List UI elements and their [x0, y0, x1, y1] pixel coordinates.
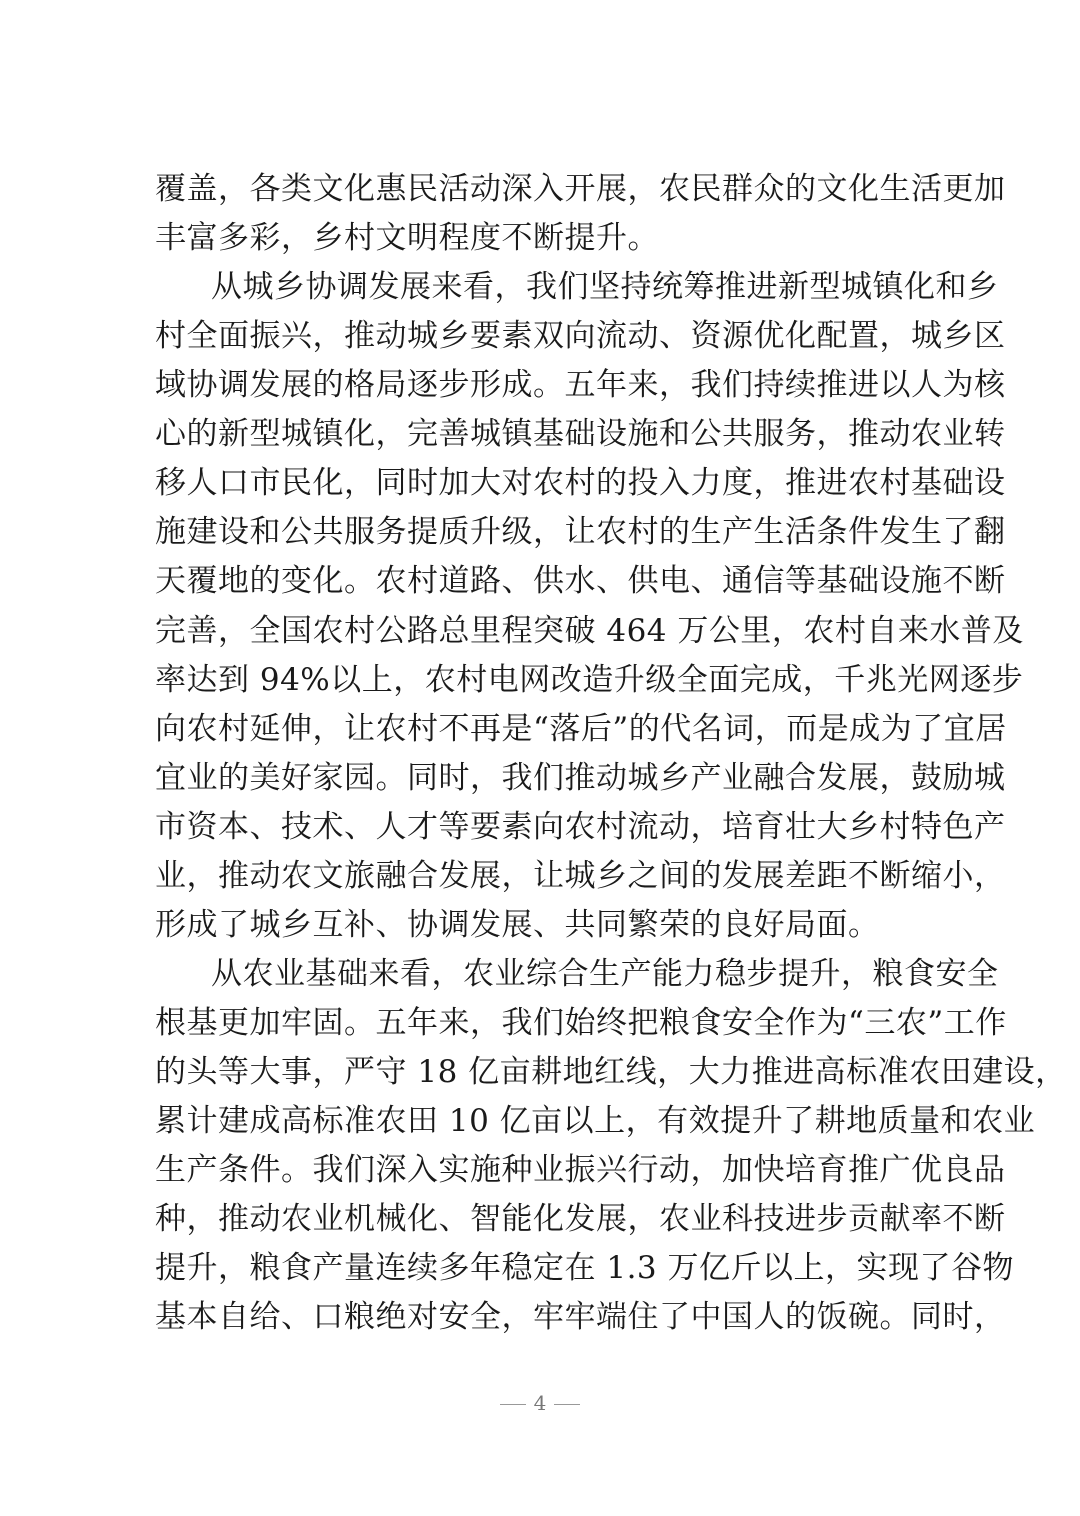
paragraph-3-line: 生产条件。我们深入实施种业振兴行动，加快培育推广优良品 — [155, 1152, 1006, 1188]
paragraph-2-line: 率达到 94%以上，农村电网改造升级全面完成，千兆光网逐步 — [155, 661, 1024, 698]
paragraph-1-line: 丰富多彩，乡村文明程度不断提升。 — [155, 220, 659, 257]
page-number-dash-right — [554, 1404, 580, 1405]
paragraph-3-line: 种，推动农业机械化、智能化发展，农业科技进步贡献率不断 — [155, 1201, 1006, 1237]
paragraph-2-line: 施建设和公共服务提质升级，让农村的生产生活条件发生了翻 — [155, 514, 1006, 551]
paragraph-2-line: 从城乡协调发展来看，我们坚持统筹推进新型城镇化和乡 — [211, 269, 999, 306]
page-number-value: 4 — [533, 1391, 547, 1415]
paragraph-3-line: 累计建成高标准农田 10 亿亩以上，有效提升了耕地质量和农业 — [155, 1102, 1036, 1139]
paragraph-1-line: 覆盖，各类文化惠民活动深入开展，农民群众的文化生活更加 — [155, 171, 1006, 207]
paragraph-3-line: 从农业基础来看，农业综合生产能力稳步提升，粮食安全 — [211, 955, 999, 992]
paragraph-2-line: 心的新型城镇化，完善城镇基础设施和公共服务，推动农业转 — [155, 416, 1006, 453]
paragraph-3-line: 基本自给、口粮绝对安全，牢牢端住了中国人的饭碗。同时， — [155, 1299, 1006, 1336]
paragraph-3-line: 的头等大事，严守 18 亿亩耕地红线，大力推进高标准农田建设， — [155, 1053, 1067, 1090]
paragraph-2-line: 天覆地的变化。农村道路、供水、供电、通信等基础设施不断 — [155, 563, 1006, 600]
paragraph-2-line: 完善，全国农村公路总里程突破 464 万公里，农村自来水普及 — [155, 612, 1024, 649]
page-number — [0, 1388, 1080, 1418]
paragraph-2-line: 形成了城乡互补、协调发展、共同繁荣的良好局面。 — [155, 906, 880, 943]
paragraph-2-line: 村全面振兴，推动城乡要素双向流动、资源优化配置，城乡区 — [155, 318, 1006, 355]
paragraph-3-line: 提升，粮食产量连续多年稳定在 1.3 万亿斤以上，实现了谷物 — [155, 1250, 1015, 1287]
paragraph-3-line: 根基更加牢固。五年来，我们始终把粮食安全作为“三农”工作 — [155, 1004, 1007, 1041]
paragraph-2-line: 市资本、技术、人才等要素向农村流动，培育壮大乡村特色产 — [155, 808, 1006, 845]
paragraph-2-line: 业，推动农文旅融合发展，让城乡之间的发展差距不断缩小， — [155, 857, 1006, 894]
paragraph-2-line: 向农村延伸，让农村不再是“落后”的代名词，而是成为了宜居 — [155, 710, 1007, 747]
paragraph-2-line: 移人口市民化，同时加大对农村的投入力度，推进农村基础设 — [155, 465, 1006, 502]
paragraph-2-line: 宜业的美好家园。同时，我们推动城乡产业融合发展，鼓励城 — [155, 759, 1006, 796]
page-number-dash-left — [500, 1404, 526, 1405]
paragraph-2-line: 域协调发展的格局逐步形成。五年来，我们持续推进以人为核 — [155, 367, 1006, 404]
